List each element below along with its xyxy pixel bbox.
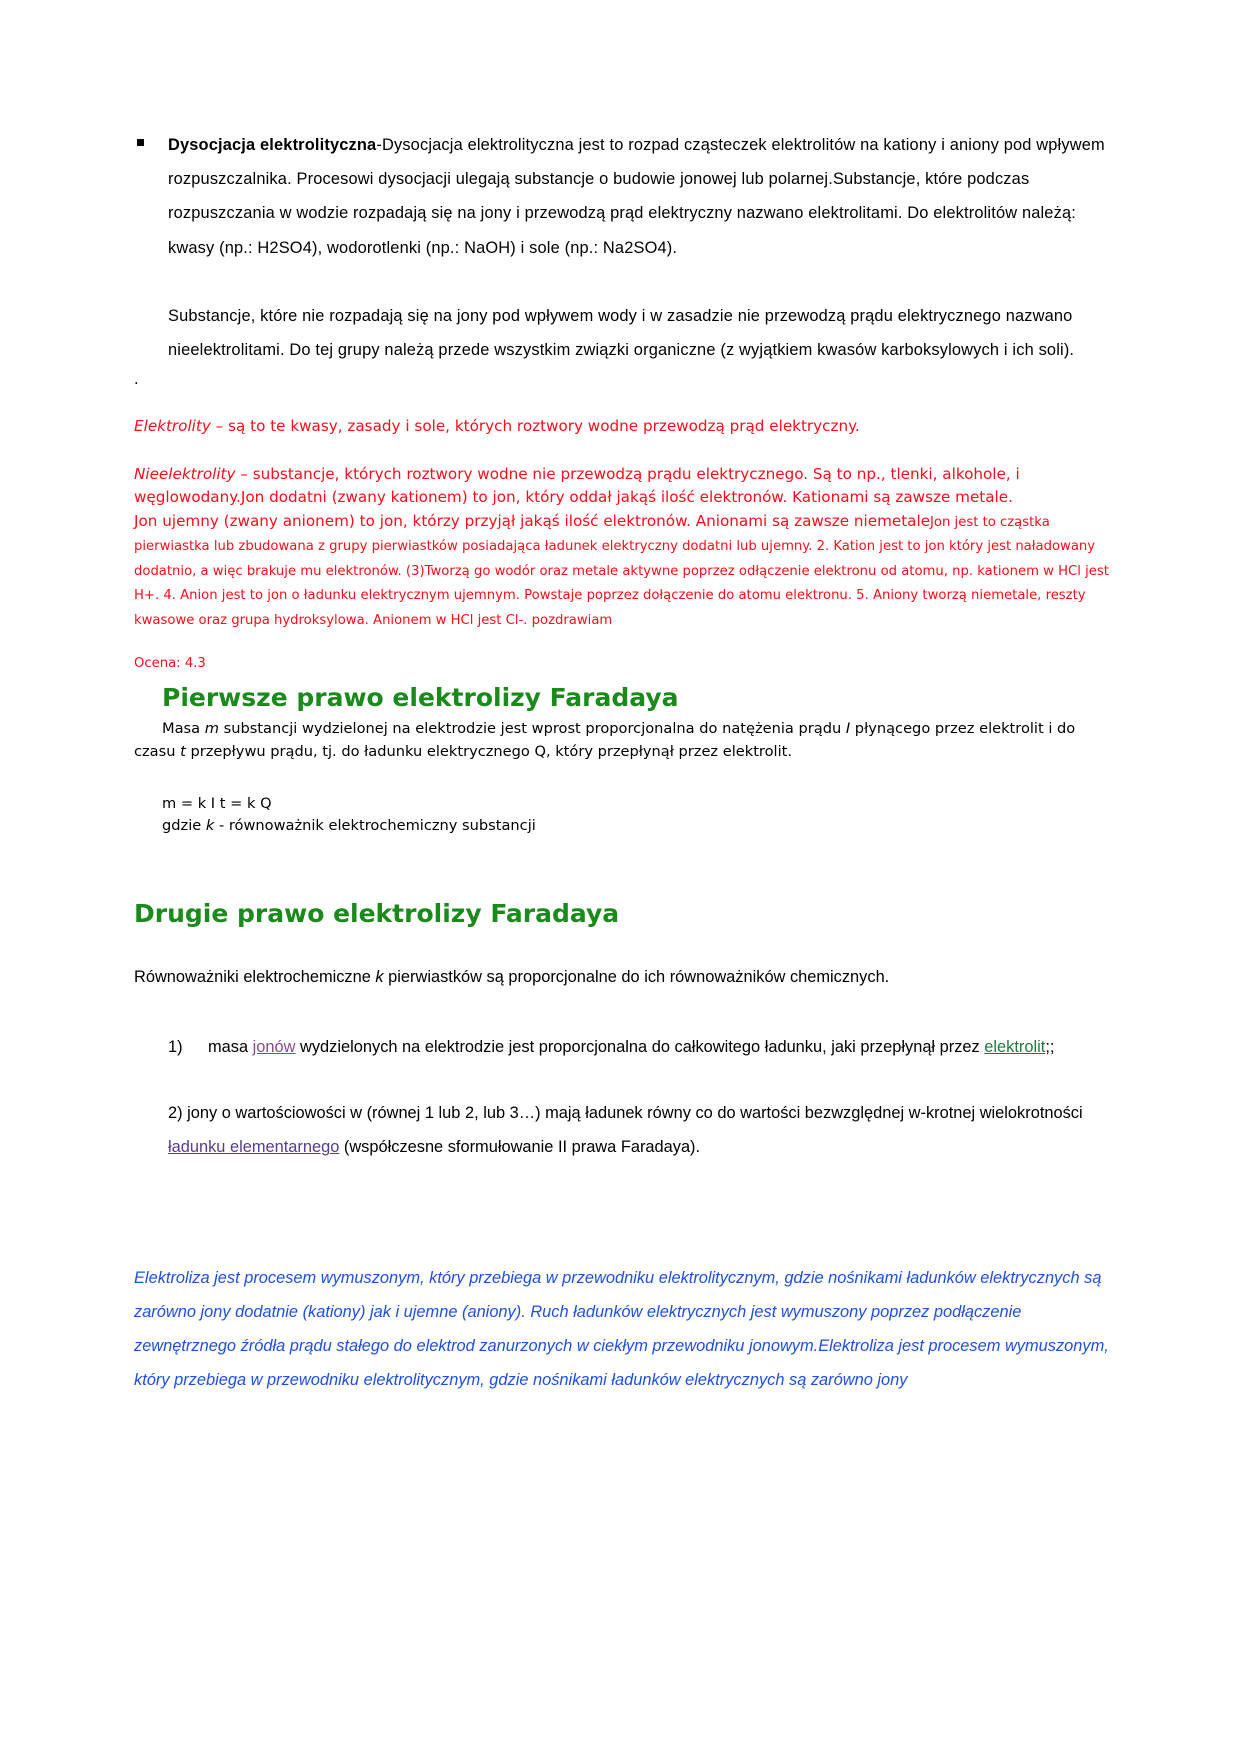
elektrolity-term: Elektrolity [134, 417, 211, 436]
list-item-2-post: (współczesne sformułowanie II prawa Faradaya). [339, 1138, 701, 1157]
list-item-2 [168, 1096, 1120, 1164]
first-law-body-part4: przepływu prądu, tj. do ładunku elektrycznego Q, który przepłynął przez elektrolit. [185, 742, 792, 760]
formula-legend [162, 815, 1120, 837]
definition-paragraph-1-text: -Dysocjacja elektrolityczna jest to rozpad cząsteczek elektrolitów na kationy i aniony pod wpływem rozpuszczalnika. Procesowi dysocjacji ulegają substancje o budowie jonowej lub polarnej.Substancje, które podczas rozpuszczania w wodzie rozpadają się na jony i przewodzą prąd elektryczny nazwano elektrolitami. Do elektrolitów należą: kwasy (np.: H2SO4), wodorotlenki (np.: NaOH) i sole (np.: Na2SO4). [168, 136, 1105, 257]
nieelektrolity-text: – substancje, których roztwory wodne nie przewodzą prądu elektrycznego. Są to np., tlenki, alkohole, i węglowodany.Jon dodatni (zwany kationem) to jon, który oddał jakąś ilość elektronów. Kationami są zawsze metale. [134, 464, 1020, 507]
second-law-intro-post: pierwiastków są proporcjonalne do ich równoważników chemicznych. [383, 967, 890, 986]
symbol-t: t [180, 742, 186, 760]
square-bullet-icon [137, 139, 144, 146]
list-item-text-post: ;; [1045, 1038, 1055, 1057]
formula-legend-pre: gdzie [162, 817, 206, 835]
symbol-I: I [845, 720, 851, 738]
definition-bullet-block [134, 128, 1120, 367]
lead-term: Dysocjacja elektrolityczna [168, 136, 377, 154]
anion-definition-run [134, 510, 1120, 633]
heading-second-law: Drugie prawo elektrolizy Faradaya [134, 898, 620, 928]
formula-legend-post: - równoważnik elektrochemiczny substancji [214, 817, 536, 835]
list-item-number: 1) [168, 1038, 183, 1057]
first-law-body [134, 718, 1120, 763]
closing-blue-paragraph: Elektroliza jest procesem wymuszonym, który przebiega w przewodniku elektrolitycznym, gdzie nośnikami ładunków elektrycznych są zarówno jony dodatnie (kationy) jak i ujemne (aniony). Ruch ładunków elektrycznych jest wymuszony poprzez podłączenie zewnętrznego źródła prądu stałego do elektrod zanurzonych w ciekłym przewodniku jonowym.Elektroliza jest procesem wymuszonym, który przebiega w przewodniku elektrolitycznym, gdzie nośnikami ładunków elektrycznych są zarówno jony [134, 1268, 1109, 1390]
symbol-k-2: k [375, 967, 384, 986]
first-law-body-part3: płynącego przez elektrolit i do czasu [134, 720, 1076, 760]
elektrolity-definition [134, 415, 1120, 439]
list-item-2-pre: 2) jony o wartościowości w (równej 1 lub 2, lub 3…) mają ładunek równy co do wartości bezwzględnej w-krotnej wielokrotności [168, 1104, 1083, 1123]
symbol-k: k [205, 817, 215, 835]
red-notes-block [134, 415, 1120, 674]
list-item-text-mid: wydzielonych na elektrodzie jest proporcjonalna do całkowitego ładunku, jaki przepłynął przez [295, 1038, 985, 1057]
elektrolity-text: – są to te kwasy, zasady i sole, których roztwory wodne przewodzą prąd elektryczny. [210, 417, 860, 436]
first-law-formula [162, 793, 1120, 838]
formula-equation: m = k I t = k Q [162, 795, 272, 813]
ion-extra-notes: Jon jest to cząstka pierwiastka lub zbudowana z grupy pierwiastków posiadająca ładunek elektryczny dodatni lub ujemny. 2. Kation jest to jon który jest naładowany dodatnio, a więc brakuje mu elektronów. (3)Tworzą go wodór oraz metale aktywne poprzez odłączenie elektronu od atomu, np. kationem w HCl jest H+. 4. Anion jest to jon o ładunku elektrycznym ujemnym. Powstaje poprzez dołączenie do atomu elektronu. 5. Aniony tworzą niemetale, reszty kwasowe oraz grupa hydroksylowa. Anionem w HCl jest Cl-. pozdrawiam [134, 514, 1109, 628]
definition-paragraph-2: Substancje, które nie rozpadają się na jony pod wpływem wody i w zasadzie nie przewodzą prądu elektrycznego nazwano nieelektrolitami. Do tej grupy należą przede wszystkim związki organiczne (z wyjątkiem kwasów karboksylowych i ich soli). [168, 306, 1075, 360]
nieelektrolity-definition [134, 463, 1120, 510]
first-law-body-part2: substancji wydzielonej na elektrodzie jest wprost proporcjonalna do natężenia prądu [218, 720, 846, 738]
list-item-text-pre: masa [208, 1038, 253, 1057]
heading-first-law: Pierwsze prawo elektrolizy Faradaya [162, 683, 679, 713]
link-elektrolit[interactable]: elektrolit [984, 1038, 1046, 1057]
link-jonow[interactable]: jonów [252, 1038, 296, 1057]
anion-definition-text: Jon ujemny (zwany anionem) to jon, którzy przyjął jakąś ilość elektronów. Anionami są zawsze niemetale [134, 511, 931, 530]
definition-paragraph-1 [168, 128, 1120, 265]
second-law-intro [134, 960, 1120, 994]
link-ladunku-elementarnego[interactable]: ładunku elementarnego [168, 1138, 340, 1157]
first-law-body-part1: Masa [162, 720, 205, 738]
symbol-m: m [204, 720, 219, 738]
second-law-intro-pre: Równoważniki elektrochemiczne [134, 967, 376, 986]
nieelektrolity-term: Nieelektrolity [134, 464, 236, 483]
second-law-list [134, 1030, 1120, 1165]
list-item [168, 1030, 1120, 1064]
stray-period: . [134, 370, 139, 389]
grade-label: Ocena: 4.3 [134, 656, 206, 672]
